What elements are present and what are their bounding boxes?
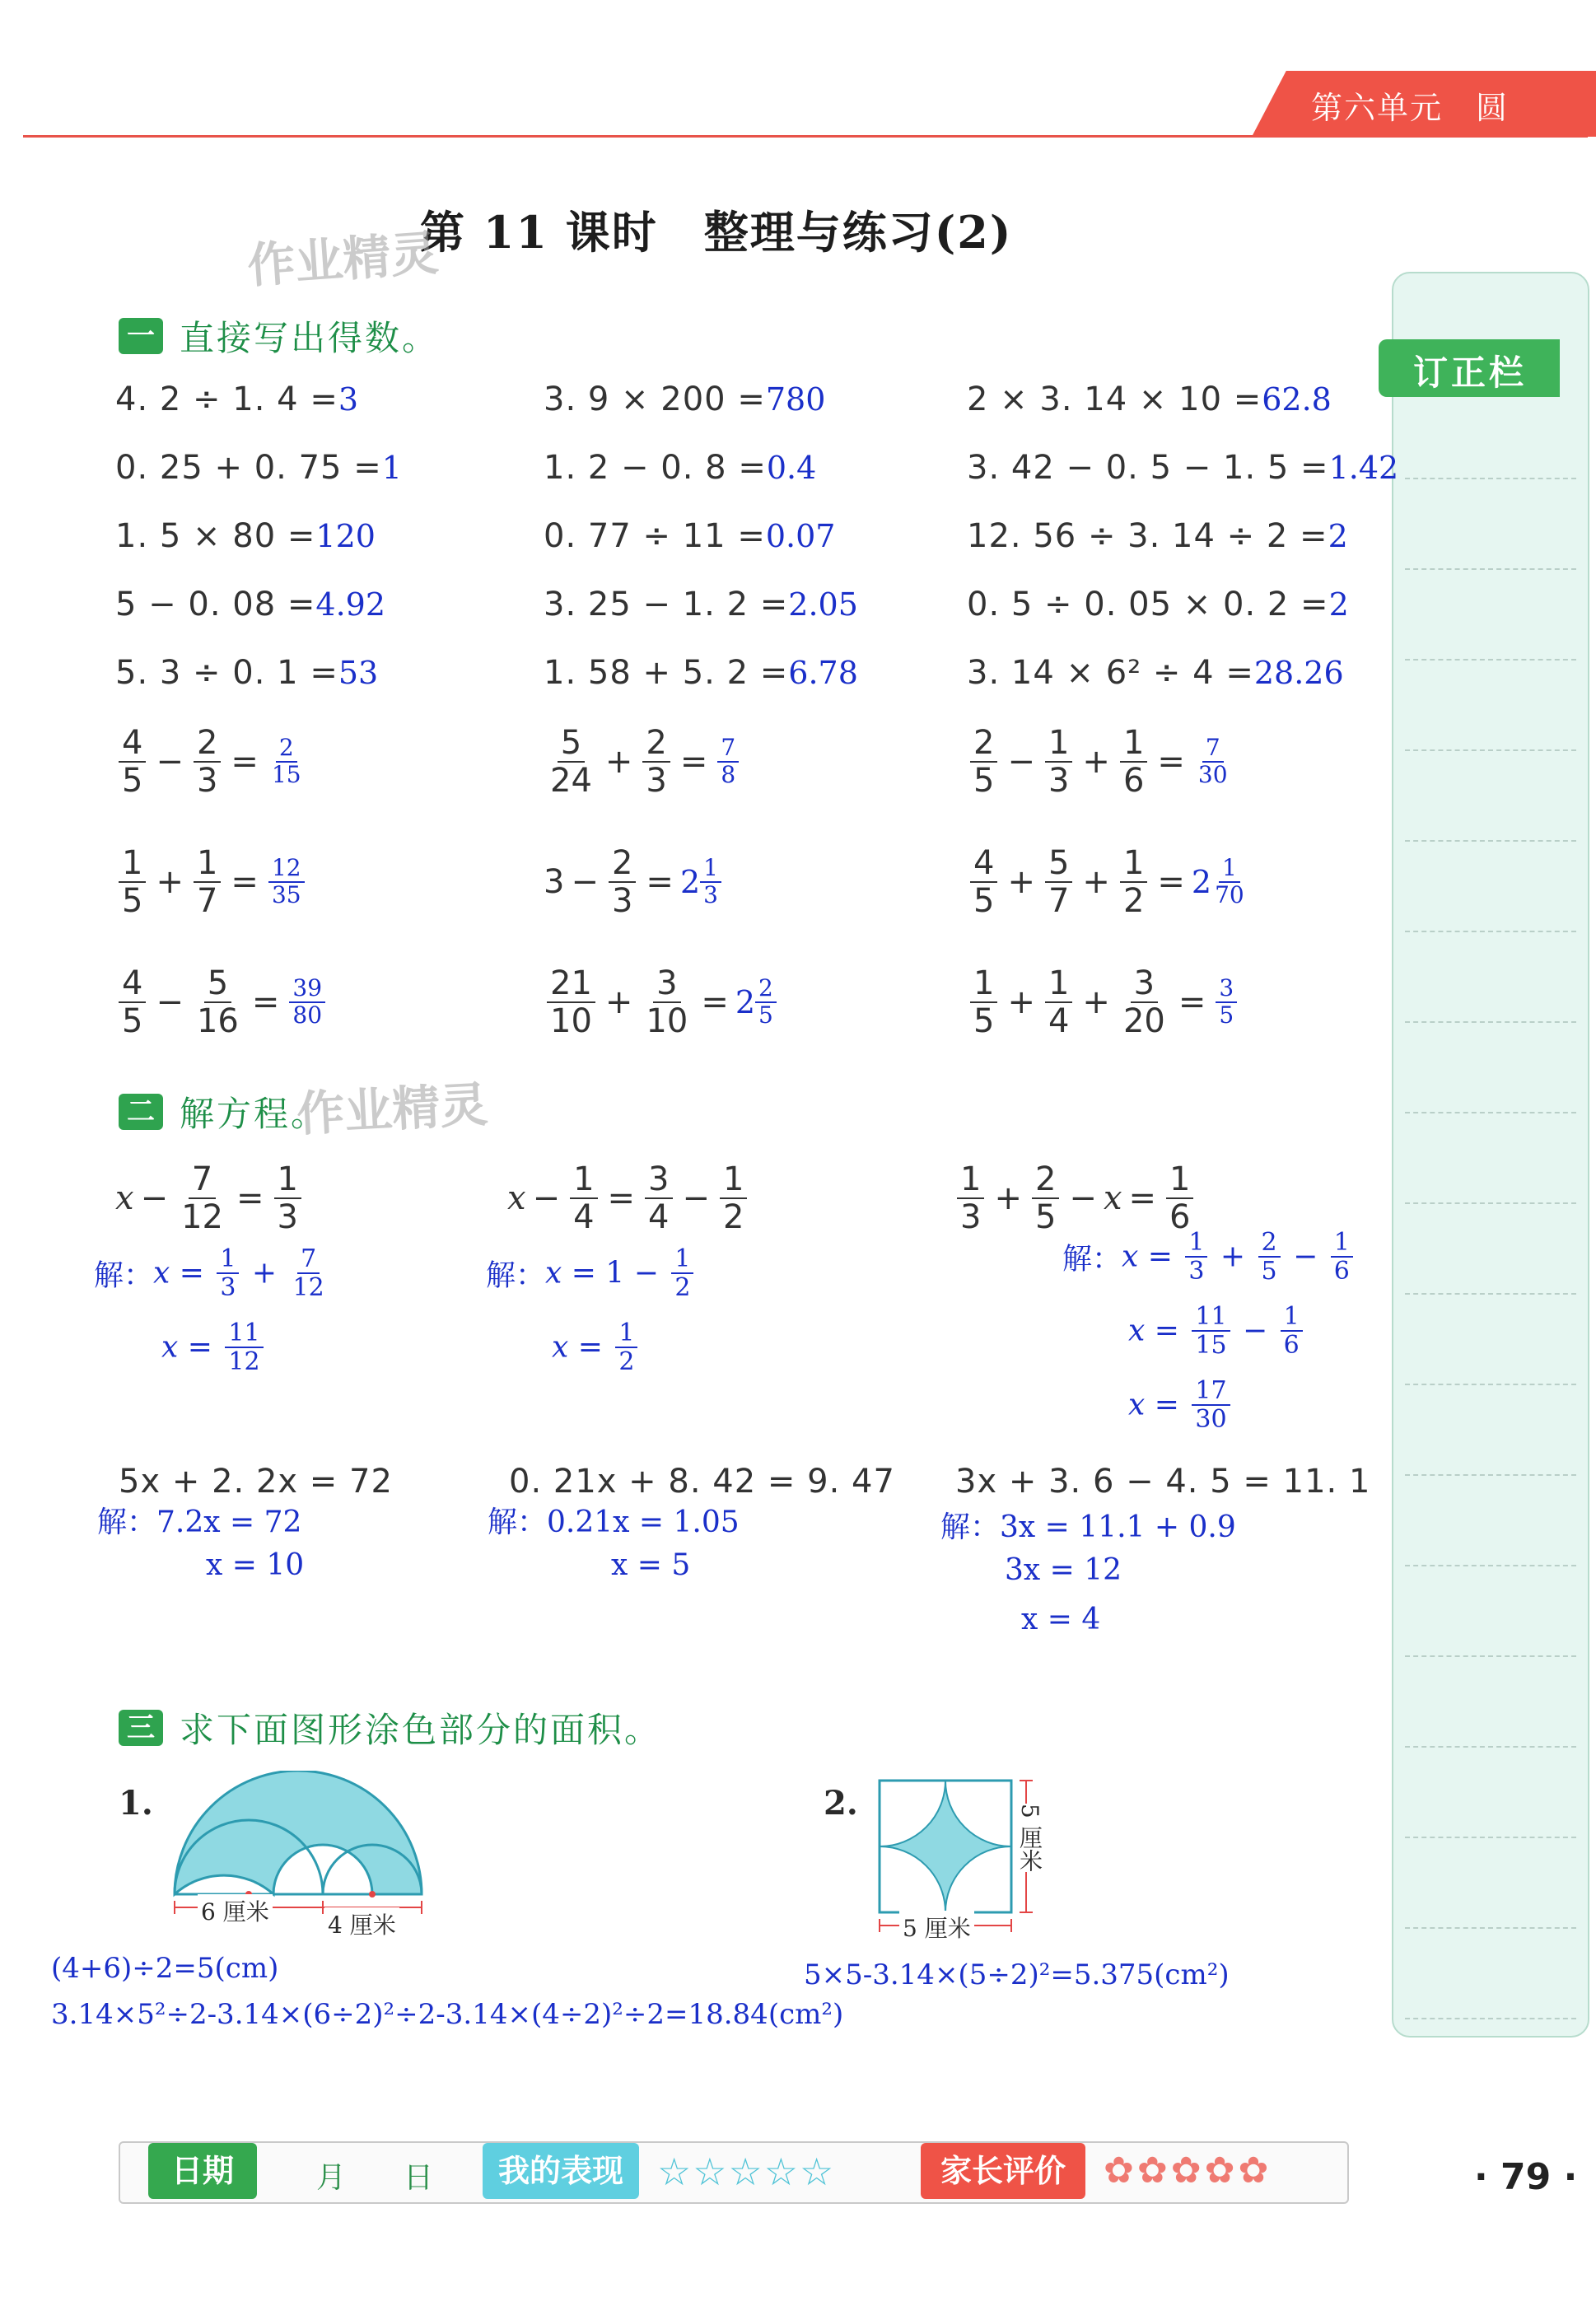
solution-3-step1: 解：x = $\frac{1}{3}$ + $\frac{2}{5}$ − $\frac{1}{6}$ <box>1062 1229 1356 1285</box>
figure-1-answer-line1: (4+6)÷2=5(cm) <box>51 1952 279 1985</box>
unit-label: 第六单元 圆 <box>1311 90 1510 126</box>
fraction-problem: $\frac{4}{5}$ + $\frac{5}{7}$ + $\frac{1}{2}$ = 2 $\frac{1}{70}$ <box>967 845 1251 919</box>
equation-1: x − $\frac{7}{12}$ = $\frac{1}{3}$ <box>115 1161 305 1235</box>
equation-5: 0. 21x + 8. 42 = 9. 47 <box>509 1463 895 1501</box>
parent-eval-tab: 家长评价 <box>921 2143 1085 2199</box>
calc-question: 3. 25 − 1. 2 = <box>544 586 789 623</box>
fraction-problem: $\frac{4}{5}$ − $\frac{2}{3}$ = $\frac{2}{15}$ <box>115 725 308 799</box>
section-badge-3: 三 <box>119 1710 163 1746</box>
correction-line <box>1405 659 1576 661</box>
correction-line <box>1405 931 1576 932</box>
calc-question: 1. 5 × 80 = <box>115 517 316 555</box>
correction-line <box>1405 568 1576 570</box>
day-label: 日 <box>404 2161 434 2195</box>
correction-line <box>1405 1746 1576 1748</box>
correction-column <box>1392 272 1589 2038</box>
watermark: 作业精灵 <box>245 224 441 294</box>
calc-question: 3. 14 × 6² ÷ 4 = <box>967 654 1254 692</box>
figure-1-answer-line2: 3.14×5²÷2-3.14×(6÷2)²÷2-3.14×(4÷2)²÷2=18.84(cm²) <box>51 1998 844 2031</box>
calc-question: 0. 25 + 0. 75 = <box>115 449 382 487</box>
section-badge-2: 二 <box>119 1094 163 1130</box>
calc-question: 0. 77 ÷ 11 = <box>544 517 766 555</box>
calc-question: 1. 58 + 5. 2 = <box>544 654 789 692</box>
calc-answer: 0.4 <box>766 450 817 486</box>
calc-problem <box>967 517 1348 555</box>
figure-1-number: 1. <box>119 1784 153 1823</box>
watermark: 作业精灵 <box>295 1076 489 1143</box>
correction-line <box>1405 749 1576 751</box>
calc-answer: 0.07 <box>765 518 836 554</box>
calc-problem <box>544 586 858 623</box>
calc-problem <box>115 654 378 692</box>
calc-problem <box>115 517 376 555</box>
equation-6: 3x + 3. 6 − 4. 5 = 11. 1 <box>955 1463 1371 1501</box>
fraction-problem: $\frac{2}{5}$ − $\frac{1}{3}$ + $\frac{1}{6}$ = $\frac{7}{30}$ <box>967 725 1234 799</box>
page-title: 第 11 课时 整理与练习(2) <box>420 206 1013 259</box>
calc-question: 12. 56 ÷ 3. 14 ÷ 2 = <box>967 517 1328 555</box>
solution-6-step2: 3x = 12 <box>1005 1553 1122 1587</box>
performance-stars: ☆☆☆☆☆ <box>657 2150 836 2194</box>
figure-2-answer: 5×5-3.14×(5÷2)²=5.375(cm²) <box>804 1958 1230 1991</box>
solution-2-step1: 解：x = 1 − $\frac{1}{2}$ <box>486 1245 697 1301</box>
correction-line <box>1405 1293 1576 1295</box>
date-tab: 日期 <box>148 2143 257 2199</box>
answer-fraction: $\frac{2}{15}$ <box>271 734 301 788</box>
calc-answer: 2 <box>1328 586 1349 623</box>
calc-answer: 1.42 <box>1328 450 1399 486</box>
correction-line <box>1405 1021 1576 1023</box>
calc-answer: 53 <box>338 655 379 691</box>
solution-3-step2: x = $\frac{11}{15}$ − $\frac{1}{6}$ <box>1128 1303 1306 1359</box>
calc-answer: 6.78 <box>788 655 858 691</box>
solution-5-step2: x = 5 <box>611 1548 691 1582</box>
figure-1-label-6cm: 6 厘米 <box>198 1894 273 1927</box>
equation-2: x − $\frac{1}{4}$ = $\frac{3}{4}$ − $\frac{1}{2}$ <box>507 1161 750 1235</box>
correction-line <box>1405 1655 1576 1657</box>
figure-2-label-bottom: 5 厘米 <box>899 1911 974 1944</box>
fraction-problem: $\frac{1}{5}$ + $\frac{1}{7}$ = $\frac{12}{35}$ <box>115 845 308 919</box>
parent-eval-flowers: ✿✿✿✿✿ <box>1104 2150 1272 2192</box>
section-title-1: 直接写出得数。 <box>180 318 440 358</box>
section-badge-1: 一 <box>119 318 163 354</box>
calc-answer: 1 <box>381 450 402 486</box>
correction-label: 订正栏 <box>1413 352 1528 393</box>
section-title-3: 求下面图形涂色部分的面积。 <box>180 1710 662 1750</box>
solution-3-step3: x = $\frac{17}{30}$ <box>1128 1377 1234 1433</box>
fraction-problem: $\frac{5}{24}$ + $\frac{2}{3}$ = $\frac{7}{8}$ <box>544 725 742 799</box>
calc-answer: 62.8 <box>1262 381 1332 418</box>
solution-4-step1: 解：7.2x = 72 <box>97 1505 302 1539</box>
solution-5-step1: 解：0.21x = 1.05 <box>488 1505 740 1539</box>
calc-answer: 120 <box>315 518 376 554</box>
page-number: · 79 · <box>1474 2156 1578 2198</box>
equation-3: $\frac{1}{3}$ + $\frac{2}{5}$ − x = $\frac{1}{6}$ <box>954 1161 1197 1235</box>
correction-line <box>1405 478 1576 479</box>
correction-line <box>1405 1927 1576 1929</box>
correction-line <box>1405 1837 1576 1838</box>
fraction: $\frac{2}{3}$ <box>194 725 221 799</box>
calc-problem <box>967 380 1332 418</box>
section-title-2: 解方程。 <box>180 1094 329 1134</box>
calc-answer: 28.26 <box>1253 655 1344 691</box>
calc-problem <box>544 517 835 555</box>
calc-problem <box>967 449 1398 487</box>
calc-answer: 3 <box>338 381 359 418</box>
calc-question: 1. 2 − 0. 8 = <box>544 449 767 487</box>
fraction: $\frac{4}{5}$ <box>119 725 146 799</box>
calc-problem <box>115 380 358 418</box>
fraction-problem: $\frac{4}{5}$ − $\frac{5}{16}$ = $\frac{39}{80}$ <box>115 965 329 1039</box>
correction-line <box>1405 1474 1576 1476</box>
calc-question: 4. 2 ÷ 1. 4 = <box>115 380 338 418</box>
calc-problem <box>544 380 825 418</box>
solution-6-step3: x = 4 <box>1021 1603 1101 1636</box>
calc-problem <box>115 586 385 623</box>
calc-answer: 2 <box>1328 518 1348 554</box>
solution-4-step2: x = 10 <box>206 1548 305 1582</box>
correction-line <box>1405 840 1576 842</box>
correction-line <box>1405 1384 1576 1385</box>
solution-1-step1: 解：x = $\frac{1}{3}$ + $\frac{7}{12}$ <box>94 1244 324 1302</box>
calc-problem <box>544 449 816 487</box>
calc-question: 5. 3 ÷ 0. 1 = <box>115 654 338 692</box>
fraction-problem: $\frac{21}{10}$ + $\frac{3}{10}$ = 2 $\frac{2}{5}$ <box>544 965 780 1039</box>
performance-tab: 我的表现 <box>483 2143 639 2199</box>
figure-2-label-side: 5 厘米 <box>1013 1804 1046 1872</box>
calc-problem <box>115 449 402 487</box>
calc-problem <box>967 654 1344 692</box>
equation-4: 5x + 2. 2x = 72 <box>119 1463 393 1501</box>
month-label: 月 <box>316 2161 347 2195</box>
fraction-problem: $\frac{1}{5}$ + $\frac{1}{4}$ + $\frac{3}{20}$ = $\frac{3}{5}$ <box>967 965 1240 1039</box>
calc-question: 5 − 0. 08 = <box>115 586 316 623</box>
calc-answer: 780 <box>765 381 826 418</box>
correction-line <box>1405 1112 1576 1113</box>
calc-answer: 4.92 <box>315 586 386 623</box>
calc-question: 3. 9 × 200 = <box>544 380 766 418</box>
solution-2-step2: x = $\frac{1}{2}$ <box>552 1319 641 1375</box>
calc-question: 3. 42 − 0. 5 − 1. 5 = <box>967 449 1329 487</box>
correction-line <box>1405 2018 1576 2019</box>
calc-problem <box>544 654 858 692</box>
calc-problem <box>967 586 1349 623</box>
calc-question: 0. 5 ÷ 0. 05 × 0. 2 = <box>967 586 1329 623</box>
calc-question: 2 × 3. 14 × 10 = <box>967 380 1262 418</box>
figure-1-label-4cm: 4 厘米 <box>324 1907 399 1940</box>
figure-2-number: 2. <box>824 1784 858 1823</box>
calc-answer: 2.05 <box>788 586 858 623</box>
correction-line <box>1405 1202 1576 1204</box>
solution-6-step1: 解：3x = 11.1 + 0.9 <box>940 1510 1236 1544</box>
correction-line <box>1405 1565 1576 1566</box>
solution-1-step2: x = $\frac{11}{12}$ <box>161 1319 267 1375</box>
fraction-problem: 3 − $\frac{2}{3}$ = 2 $\frac{1}{3}$ <box>544 845 725 919</box>
